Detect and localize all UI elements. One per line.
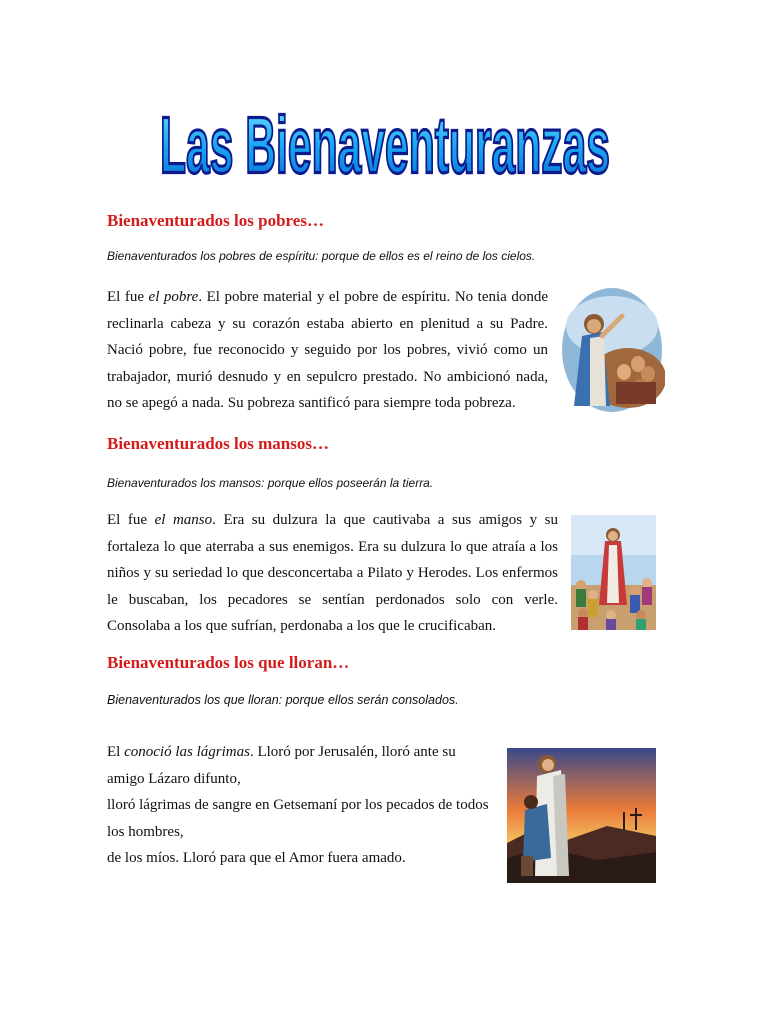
section-3-line-1: El conoció las lágrimas. Lloró por Jerusalén, lloró ante su [107,744,456,760]
section-3-quote: Bienaventurados los que lloran: porque ellos serán consolados. [107,693,459,707]
illustration-jesus-with-crowd [571,515,656,630]
title-wordart [150,80,620,200]
illustration-jesus-preaching [560,286,665,414]
section-1-emphasis: el pobre [148,289,199,305]
document-title: Las Bienaventuranzas [159,100,610,191]
section-3-line-5: de los míos. Lloró para que el Amor fuera amado. [107,850,406,866]
section-2-emphasis: el manso [154,512,213,528]
section-2-heading: Bienaventurados los mansos… [107,434,329,453]
section-3-body [107,739,507,872]
section-1-quote: Bienaventurados los pobres de espíritu: porque de ellos es el reino de los cielos. [107,249,536,263]
section-1-heading: Bienaventurados los pobres… [107,211,324,230]
section-3-emphasis: conoció las lágrimas [124,744,250,760]
section-2-quote: Bienaventurados los mansos: porque ellos poseerán la tierra. [107,476,434,490]
section-3-line-2: amigo Lázaro difunto, [107,770,241,787]
section-2-body: El fue el manso. Era su dulzura la que cautivaba a sus amigos y su fortaleza lo que aterraba a sus enemigos. Era su dulzura lo que atraía a los niños y su seriedad lo que desconcertaba a Pilato y Herodes. Los enfermos le buscaban, los pecadores se sentían perdonados solo con verle. Consolaba a los que sufrían, perdonaba a los que le crucificaban. [107,512,558,634]
section-3-line-3: lloró lágrimas de sangre en Getsemaní por los pecados de todos [107,797,489,813]
illustration-jesus-consoling [507,748,656,883]
section-3-heading: Bienaventurados los que lloran… [107,653,350,672]
section-1-body: El fue el pobre. El pobre material y el pobre de espíritu. No tenia donde reclinarla cabeza y su corazón estaba abierto en plenitud a su Padre. Nació pobre, fue reconocido y seguido por los pobres, vivió como un trabajador, murió desnudo y en sepulcro prestado. No ambicionó nada, no se apegó a nada. Su pobreza santificó para siempre toda pobreza. [107,289,549,411]
section-3-line-4: los hombres, [107,823,184,840]
